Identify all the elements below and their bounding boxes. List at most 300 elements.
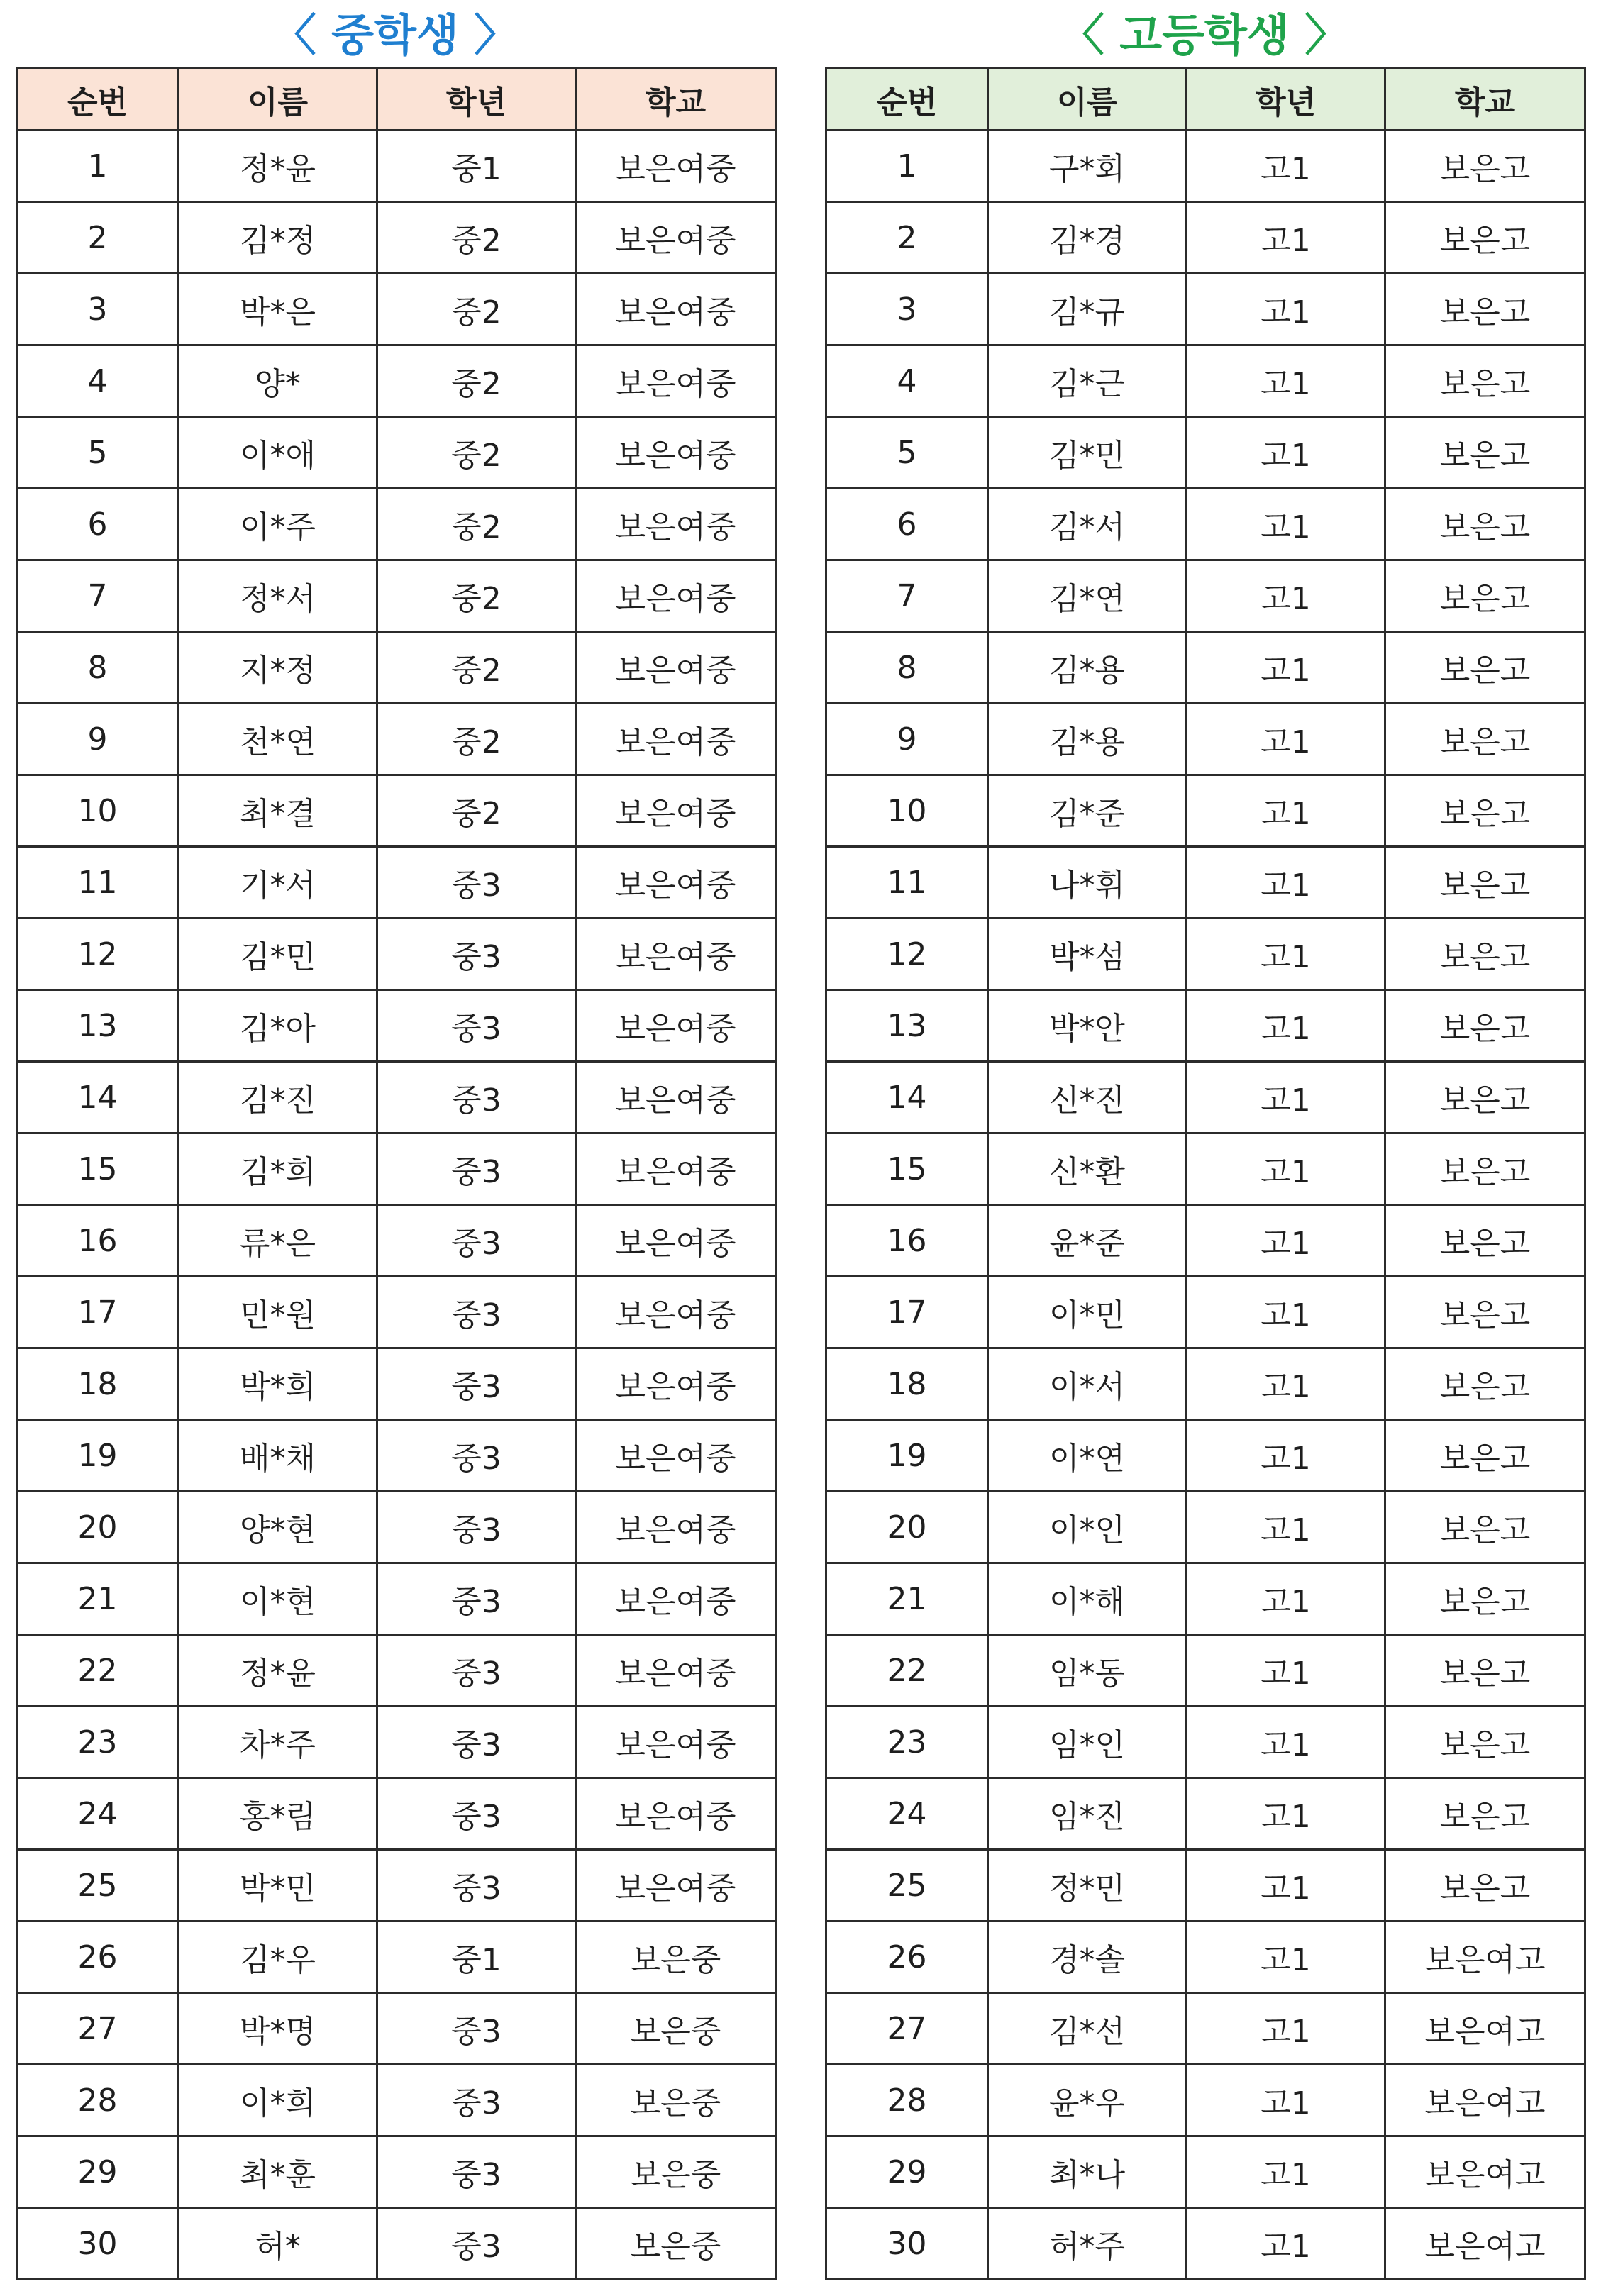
school-cell: 보은여중 xyxy=(576,1492,776,1563)
table-row xyxy=(826,2136,1585,2208)
grade-cell: 고1 xyxy=(1187,202,1385,274)
school-cell: 보은여중 xyxy=(576,1563,776,1635)
grade-cell: 고1 xyxy=(1187,560,1385,632)
grade-cell: 중3 xyxy=(377,1133,576,1205)
school-cell: 보은고 xyxy=(1385,202,1585,274)
school-cell: 보은고 xyxy=(1385,632,1585,704)
student-name-cell: 임*진 xyxy=(988,1778,1187,1850)
header-grade: 학년 xyxy=(1187,68,1385,131)
row-number-cell: 12 xyxy=(17,919,179,990)
school-cell: 보은고 xyxy=(1385,1062,1585,1133)
student-name-cell: 김*민 xyxy=(179,919,377,990)
grade-cell: 고1 xyxy=(1187,847,1385,919)
table-row xyxy=(826,274,1585,345)
table-row xyxy=(826,1993,1585,2065)
grade-cell: 중3 xyxy=(377,1635,576,1707)
grade-cell: 고1 xyxy=(1187,1921,1385,1993)
row-number-cell: 17 xyxy=(17,1277,179,1348)
school-cell: 보은중 xyxy=(576,2065,776,2136)
student-name-cell: 김*연 xyxy=(988,560,1187,632)
grade-cell: 중1 xyxy=(377,131,576,202)
school-cell: 보은여중 xyxy=(576,1778,776,1850)
student-name-cell: 류*은 xyxy=(179,1205,377,1277)
student-name-cell: 나*휘 xyxy=(988,847,1187,919)
row-number-cell: 23 xyxy=(17,1707,179,1778)
table-row xyxy=(17,560,776,632)
row-number-cell: 5 xyxy=(826,417,988,489)
student-name-cell: 신*진 xyxy=(988,1062,1187,1133)
school-cell: 보은고 xyxy=(1385,274,1585,345)
school-cell: 보은여중 xyxy=(576,1062,776,1133)
table-row xyxy=(17,1635,776,1707)
row-number-cell: 3 xyxy=(826,274,988,345)
student-name-cell: 정*윤 xyxy=(179,131,377,202)
grade-cell: 중2 xyxy=(377,704,576,775)
row-number-cell: 13 xyxy=(17,990,179,1062)
grade-cell: 중3 xyxy=(377,1420,576,1492)
table-row xyxy=(826,1133,1585,1205)
grade-cell: 고1 xyxy=(1187,274,1385,345)
table-row xyxy=(826,131,1585,202)
grade-cell: 고1 xyxy=(1187,1205,1385,1277)
student-name-cell: 정*윤 xyxy=(179,1635,377,1707)
table-row xyxy=(826,1778,1585,1850)
student-name-cell: 박*섬 xyxy=(988,919,1187,990)
grade-cell: 고1 xyxy=(1187,2065,1385,2136)
school-cell: 보은여중 xyxy=(576,847,776,919)
school-cell: 보은중 xyxy=(576,2136,776,2208)
student-name-cell: 윤*준 xyxy=(988,1205,1187,1277)
grade-cell: 고1 xyxy=(1187,2136,1385,2208)
school-cell: 보은여중 xyxy=(576,1133,776,1205)
school-cell: 보은고 xyxy=(1385,1348,1585,1420)
table-row xyxy=(17,847,776,919)
table-row xyxy=(17,2208,776,2280)
grade-cell: 중2 xyxy=(377,417,576,489)
table-row xyxy=(826,1348,1585,1420)
row-number-cell: 6 xyxy=(826,489,988,560)
header-row xyxy=(17,68,776,131)
student-name-cell: 김*경 xyxy=(988,202,1187,274)
row-number-cell: 18 xyxy=(17,1348,179,1420)
student-name-cell: 이*주 xyxy=(179,489,377,560)
table-row xyxy=(826,632,1585,704)
row-number-cell: 26 xyxy=(17,1921,179,1993)
table-row xyxy=(826,704,1585,775)
student-name-cell: 박*은 xyxy=(179,274,377,345)
grade-cell: 고1 xyxy=(1187,1420,1385,1492)
school-cell: 보은고 xyxy=(1385,1635,1585,1707)
table-row xyxy=(826,990,1585,1062)
student-name-cell: 신*환 xyxy=(988,1133,1187,1205)
grade-cell: 고1 xyxy=(1187,775,1385,847)
school-cell: 보은고 xyxy=(1385,1205,1585,1277)
row-number-cell: 1 xyxy=(826,131,988,202)
grade-cell: 중3 xyxy=(377,1563,576,1635)
table-row xyxy=(17,202,776,274)
student-name-cell: 박*희 xyxy=(179,1348,377,1420)
grade-cell: 고1 xyxy=(1187,417,1385,489)
table-row xyxy=(17,1277,776,1348)
grade-cell: 중3 xyxy=(377,1205,576,1277)
school-cell: 보은고 xyxy=(1385,560,1585,632)
school-cell: 보은여고 xyxy=(1385,2208,1585,2280)
grade-cell: 중3 xyxy=(377,1348,576,1420)
table-row xyxy=(826,1563,1585,1635)
row-number-cell: 15 xyxy=(826,1133,988,1205)
row-number-cell: 9 xyxy=(17,704,179,775)
row-number-cell: 24 xyxy=(826,1778,988,1850)
table-row xyxy=(826,1492,1585,1563)
grade-cell: 고1 xyxy=(1187,1133,1385,1205)
school-cell: 보은여중 xyxy=(576,1348,776,1420)
grade-cell: 고1 xyxy=(1187,1993,1385,2065)
student-name-cell: 지*정 xyxy=(179,632,377,704)
row-number-cell: 16 xyxy=(826,1205,988,1277)
student-name-cell: 박*안 xyxy=(988,990,1187,1062)
row-number-cell: 3 xyxy=(17,274,179,345)
row-number-cell: 25 xyxy=(17,1850,179,1921)
student-name-cell: 천*연 xyxy=(179,704,377,775)
grade-cell: 중3 xyxy=(377,2065,576,2136)
high-school-rows xyxy=(826,131,1585,2280)
student-name-cell: 양*현 xyxy=(179,1492,377,1563)
school-cell: 보은고 xyxy=(1385,1420,1585,1492)
student-name-cell: 김*서 xyxy=(988,489,1187,560)
row-number-cell: 21 xyxy=(826,1563,988,1635)
row-number-cell: 12 xyxy=(826,919,988,990)
middle-school-table xyxy=(16,67,777,2280)
student-name-cell: 임*인 xyxy=(988,1707,1187,1778)
student-name-cell: 이*희 xyxy=(179,2065,377,2136)
table-row xyxy=(826,417,1585,489)
grade-cell: 중3 xyxy=(377,1492,576,1563)
student-name-cell: 이*현 xyxy=(179,1563,377,1635)
row-number-cell: 14 xyxy=(826,1062,988,1133)
table-row xyxy=(826,1420,1585,1492)
school-cell: 보은고 xyxy=(1385,919,1585,990)
school-cell: 보은여중 xyxy=(576,560,776,632)
school-cell: 보은고 xyxy=(1385,775,1585,847)
grade-cell: 중3 xyxy=(377,919,576,990)
school-cell: 보은여중 xyxy=(576,1850,776,1921)
header-school: 학교 xyxy=(1385,68,1585,131)
row-number-cell: 8 xyxy=(17,632,179,704)
school-cell: 보은여중 xyxy=(576,1277,776,1348)
middle-school-title: 〈 중학생 〉 xyxy=(272,9,519,61)
row-number-cell: 19 xyxy=(826,1420,988,1492)
table-row xyxy=(17,1420,776,1492)
grade-cell: 중2 xyxy=(377,632,576,704)
row-number-cell: 30 xyxy=(826,2208,988,2280)
row-number-cell: 17 xyxy=(826,1277,988,1348)
student-name-cell: 이*연 xyxy=(988,1420,1187,1492)
student-name-cell: 김*아 xyxy=(179,990,377,1062)
grade-cell: 고1 xyxy=(1187,1277,1385,1348)
student-name-cell: 김*선 xyxy=(988,1993,1187,2065)
table-row xyxy=(17,1778,776,1850)
table-row xyxy=(826,560,1585,632)
row-number-cell: 28 xyxy=(17,2065,179,2136)
school-cell: 보은고 xyxy=(1385,1778,1585,1850)
student-name-cell: 김*진 xyxy=(179,1062,377,1133)
table-row xyxy=(826,2208,1585,2280)
student-name-cell: 이*서 xyxy=(988,1348,1187,1420)
grade-cell: 고1 xyxy=(1187,2208,1385,2280)
school-cell: 보은고 xyxy=(1385,1133,1585,1205)
grade-cell: 중3 xyxy=(377,1062,576,1133)
school-cell: 보은여고 xyxy=(1385,1993,1585,2065)
grade-cell: 고1 xyxy=(1187,1850,1385,1921)
grade-cell: 중3 xyxy=(377,990,576,1062)
student-name-cell: 김*희 xyxy=(179,1133,377,1205)
student-name-cell: 김*규 xyxy=(988,274,1187,345)
grade-cell: 고1 xyxy=(1187,489,1385,560)
row-number-cell: 11 xyxy=(826,847,988,919)
student-name-cell: 경*솔 xyxy=(988,1921,1187,1993)
grade-cell: 고1 xyxy=(1187,1707,1385,1778)
row-number-cell: 27 xyxy=(826,1993,988,2065)
grade-cell: 고1 xyxy=(1187,1062,1385,1133)
table-row xyxy=(826,489,1585,560)
school-cell: 보은여중 xyxy=(576,990,776,1062)
grade-cell: 중2 xyxy=(377,345,576,417)
table-row xyxy=(17,632,776,704)
student-name-cell: 김*용 xyxy=(988,632,1187,704)
row-number-cell: 4 xyxy=(826,345,988,417)
row-number-cell: 26 xyxy=(826,1921,988,1993)
row-number-cell: 30 xyxy=(17,2208,179,2280)
student-name-cell: 차*주 xyxy=(179,1707,377,1778)
grade-cell: 중3 xyxy=(377,2136,576,2208)
school-cell: 보은여중 xyxy=(576,489,776,560)
student-name-cell: 김*준 xyxy=(988,775,1187,847)
student-name-cell: 윤*우 xyxy=(988,2065,1187,2136)
table-row xyxy=(17,1707,776,1778)
student-name-cell: 양* xyxy=(179,345,377,417)
table-row xyxy=(17,1921,776,1993)
student-name-cell: 이*해 xyxy=(988,1563,1187,1635)
grade-cell: 중2 xyxy=(377,202,576,274)
grade-cell: 중2 xyxy=(377,775,576,847)
student-name-cell: 김*정 xyxy=(179,202,377,274)
header-school: 학교 xyxy=(576,68,776,131)
row-number-cell: 18 xyxy=(826,1348,988,1420)
school-cell: 보은여중 xyxy=(576,1420,776,1492)
high-school-table xyxy=(825,67,1586,2280)
school-cell: 보은여중 xyxy=(576,131,776,202)
row-number-cell: 27 xyxy=(17,1993,179,2065)
row-number-cell: 4 xyxy=(17,345,179,417)
school-cell: 보은중 xyxy=(576,1993,776,2065)
school-cell: 보은여중 xyxy=(576,345,776,417)
grade-cell: 고1 xyxy=(1187,1348,1385,1420)
row-number-cell: 9 xyxy=(826,704,988,775)
school-cell: 보은중 xyxy=(576,2208,776,2280)
grade-cell: 중2 xyxy=(377,274,576,345)
table-row xyxy=(17,1563,776,1635)
table-row xyxy=(17,1205,776,1277)
student-name-cell: 이*애 xyxy=(179,417,377,489)
row-number-cell: 24 xyxy=(17,1778,179,1850)
student-name-cell: 최*나 xyxy=(988,2136,1187,2208)
row-number-cell: 2 xyxy=(17,202,179,274)
table-row xyxy=(826,345,1585,417)
grade-cell: 고1 xyxy=(1187,345,1385,417)
student-name-cell: 민*원 xyxy=(179,1277,377,1348)
table-row xyxy=(826,1205,1585,1277)
school-cell: 보은고 xyxy=(1385,990,1585,1062)
table-row xyxy=(826,1277,1585,1348)
student-name-cell: 임*동 xyxy=(988,1635,1187,1707)
student-name-cell: 김*용 xyxy=(988,704,1187,775)
student-name-cell: 이*민 xyxy=(988,1277,1187,1348)
row-number-cell: 5 xyxy=(17,417,179,489)
table-row xyxy=(826,847,1585,919)
school-cell: 보은고 xyxy=(1385,417,1585,489)
row-number-cell: 20 xyxy=(17,1492,179,1563)
table-row xyxy=(17,417,776,489)
table-row xyxy=(17,1993,776,2065)
school-cell: 보은고 xyxy=(1385,1563,1585,1635)
student-name-cell: 허*주 xyxy=(988,2208,1187,2280)
grade-cell: 중3 xyxy=(377,1277,576,1348)
table-row xyxy=(17,919,776,990)
row-number-cell: 2 xyxy=(826,202,988,274)
row-number-cell: 23 xyxy=(826,1707,988,1778)
school-cell: 보은여중 xyxy=(576,274,776,345)
table-row xyxy=(826,1062,1585,1133)
header-name: 이름 xyxy=(179,68,377,131)
table-row xyxy=(17,1062,776,1133)
row-number-cell: 10 xyxy=(826,775,988,847)
school-cell: 보은중 xyxy=(576,1921,776,1993)
student-name-cell: 구*회 xyxy=(988,131,1187,202)
row-number-cell: 11 xyxy=(17,847,179,919)
table-row xyxy=(17,1133,776,1205)
table-row xyxy=(17,131,776,202)
student-name-cell: 김*근 xyxy=(988,345,1187,417)
grade-cell: 중3 xyxy=(377,2208,576,2280)
student-name-cell: 배*채 xyxy=(179,1420,377,1492)
student-name-cell: 홍*림 xyxy=(179,1778,377,1850)
row-number-cell: 19 xyxy=(17,1420,179,1492)
grade-cell: 고1 xyxy=(1187,990,1385,1062)
school-cell: 보은여중 xyxy=(576,704,776,775)
table-row xyxy=(826,1707,1585,1778)
row-number-cell: 25 xyxy=(826,1850,988,1921)
student-name-cell: 정*서 xyxy=(179,560,377,632)
school-cell: 보은여고 xyxy=(1385,2065,1585,2136)
table-row xyxy=(17,704,776,775)
table-row xyxy=(17,1850,776,1921)
school-cell: 보은여중 xyxy=(576,919,776,990)
school-cell: 보은고 xyxy=(1385,1850,1585,1921)
student-name-cell: 최*훈 xyxy=(179,2136,377,2208)
table-row xyxy=(17,1348,776,1420)
table-row xyxy=(826,1850,1585,1921)
school-cell: 보은여고 xyxy=(1385,1921,1585,1993)
header-grade: 학년 xyxy=(377,68,576,131)
table-row xyxy=(17,274,776,345)
school-cell: 보은여중 xyxy=(576,1205,776,1277)
student-name-cell: 박*민 xyxy=(179,1850,377,1921)
school-cell: 보은여중 xyxy=(576,1635,776,1707)
table-row xyxy=(17,990,776,1062)
grade-cell: 고1 xyxy=(1187,1635,1385,1707)
grade-cell: 중2 xyxy=(377,489,576,560)
row-number-cell: 1 xyxy=(17,131,179,202)
table-row xyxy=(826,2065,1585,2136)
school-cell: 보은고 xyxy=(1385,847,1585,919)
school-cell: 보은고 xyxy=(1385,345,1585,417)
student-name-cell: 기*서 xyxy=(179,847,377,919)
row-number-cell: 21 xyxy=(17,1563,179,1635)
grade-cell: 고1 xyxy=(1187,1778,1385,1850)
row-number-cell: 10 xyxy=(17,775,179,847)
row-number-cell: 22 xyxy=(826,1635,988,1707)
row-number-cell: 29 xyxy=(826,2136,988,2208)
school-cell: 보은고 xyxy=(1385,131,1585,202)
high-school-title: 〈 고등학생 〉 xyxy=(1060,9,1349,61)
table-row xyxy=(17,775,776,847)
table-row xyxy=(17,2065,776,2136)
table-row xyxy=(17,2136,776,2208)
table-row xyxy=(826,775,1585,847)
school-cell: 보은고 xyxy=(1385,489,1585,560)
grade-cell: 중3 xyxy=(377,847,576,919)
grade-cell: 고1 xyxy=(1187,919,1385,990)
header-name: 이름 xyxy=(988,68,1187,131)
table-row xyxy=(826,1635,1585,1707)
grade-cell: 고1 xyxy=(1187,131,1385,202)
table-row xyxy=(826,202,1585,274)
school-cell: 보은고 xyxy=(1385,704,1585,775)
student-name-cell: 허* xyxy=(179,2208,377,2280)
grade-cell: 고1 xyxy=(1187,1492,1385,1563)
row-number-cell: 6 xyxy=(17,489,179,560)
header-number: 순번 xyxy=(826,68,988,131)
row-number-cell: 14 xyxy=(17,1062,179,1133)
school-cell: 보은여중 xyxy=(576,417,776,489)
table-row xyxy=(17,489,776,560)
grade-cell: 중3 xyxy=(377,1993,576,2065)
row-number-cell: 7 xyxy=(17,560,179,632)
school-cell: 보은고 xyxy=(1385,1707,1585,1778)
row-number-cell: 29 xyxy=(17,2136,179,2208)
grade-cell: 고1 xyxy=(1187,704,1385,775)
header-number: 순번 xyxy=(17,68,179,131)
school-cell: 보은고 xyxy=(1385,1277,1585,1348)
table-row xyxy=(17,345,776,417)
student-name-cell: 이*인 xyxy=(988,1492,1187,1563)
grade-cell: 고1 xyxy=(1187,1563,1385,1635)
grade-cell: 중3 xyxy=(377,1778,576,1850)
student-name-cell: 김*민 xyxy=(988,417,1187,489)
student-name-cell: 정*민 xyxy=(988,1850,1187,1921)
table-row xyxy=(826,919,1585,990)
student-name-cell: 김*우 xyxy=(179,1921,377,1993)
grade-cell: 중2 xyxy=(377,560,576,632)
student-name-cell: 박*명 xyxy=(179,1993,377,2065)
school-cell: 보은여중 xyxy=(576,632,776,704)
row-number-cell: 13 xyxy=(826,990,988,1062)
row-number-cell: 8 xyxy=(826,632,988,704)
school-cell: 보은여고 xyxy=(1385,2136,1585,2208)
school-cell: 보은고 xyxy=(1385,1492,1585,1563)
middle-school-rows xyxy=(17,131,776,2280)
school-cell: 보은여중 xyxy=(576,202,776,274)
